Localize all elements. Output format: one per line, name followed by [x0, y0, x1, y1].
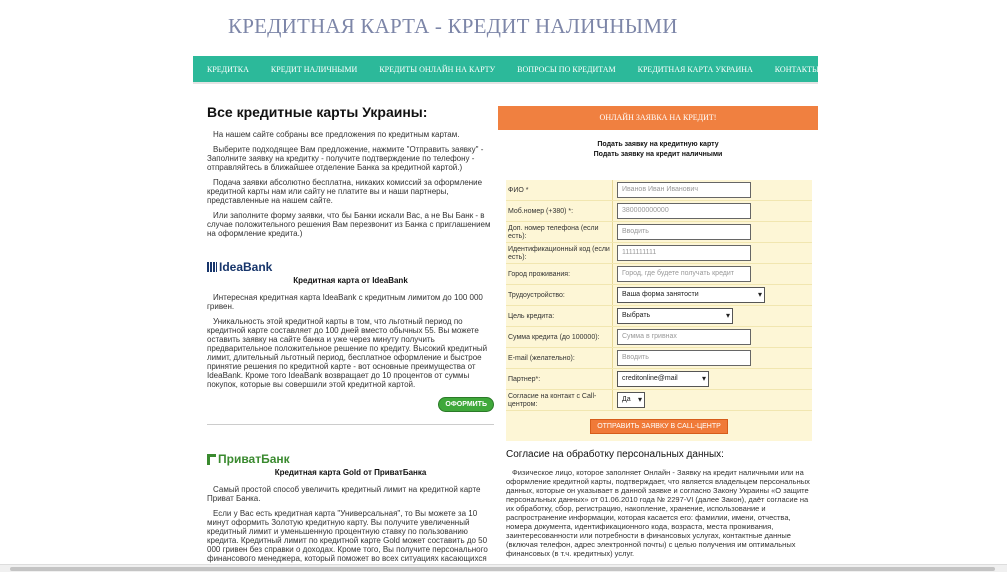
callcenter-label: Согласие на контакт с Call-центром: — [506, 390, 613, 410]
privatbank-paragraph: Самый простой способ увеличить кредитный лимит на кредитной карте Приват Банка. — [207, 485, 481, 503]
form-row-purpose — [506, 306, 812, 327]
form-row-fio — [506, 180, 812, 201]
ideabank-paragraph: Уникальность этой кредитной карты в том, что льготный период по кредитной карте составляет до 100 дней вместо обычных 55. Вы можете оставить заявку на сайте банка и уже через минуту получить предварительное положительное решение по кредиту. Высокий кредитный лимит, длительный льготный период, бесплатное оформление и быстрое принятие решения по кредитной карте - вот основные преимущества от IdeaBank. Кроме того IdeaBank возвращает до 10 процентов от суммы покупок, которые вы совершили этой кредитной картой. — [207, 317, 488, 389]
consent-text: Физическое лицо, которое заполняет Онлайн - Заявку на кредит наличными или на оформление кредитной карты, подтверждает, что является владельцем персональных данных, которые он указывает в данной заявке и согласно Закону Украины «О защите персональных данных» от 01.06.2010 года № 2297-VI (далее Закон), даёт согласие на их обработку, сбор, регистрацию, накопление, хранение, использование и распространение информации, которая касается его: фамилии, имени, отчества, номера документа, идентификационного кода, возраста, места проживания, заинтересованности или потребности в финансовых услугах, контактные данные (включая телефон, адрес электронной почты) с целью получения им оптимальных финансовых (в т.ч. кредитных) услуг. — [506, 468, 810, 558]
city-input[interactable]: Город, где будете получать кредит — [617, 266, 751, 282]
privatbank-logo-icon — [207, 454, 216, 465]
form-row-amount — [506, 327, 812, 348]
privatbank-card-title: Кредитная карта Gold от ПриватБанка — [274, 468, 427, 477]
intro-paragraph: На нашем сайте собраны все предложения по кредитным картам. — [213, 130, 460, 139]
ideabank-block — [207, 260, 494, 408]
ideabank-paragraph: Интересная кредитная карта IdeaBank с кредитным лимитом до 100 000 гривен. — [207, 293, 483, 311]
consent-section — [506, 449, 812, 558]
privatbank-block — [207, 452, 494, 569]
privatbank-logo-text: ПриватБанк — [218, 452, 290, 466]
form-row-extra-phone — [506, 222, 812, 243]
nav-item-contacts[interactable]: КОНТАКТЫ — [774, 64, 819, 74]
inn-label: Идентификационный код (если есть): — [506, 243, 613, 263]
apply-cash-link[interactable]: Подать заявку на кредит наличными — [593, 151, 723, 158]
nav-item-cash-credit[interactable]: КРЕДИТ НАЛИЧНЫМИ — [270, 64, 358, 74]
consent-heading: Согласие на обработку персональных данных: — [506, 449, 724, 460]
privatbank-paragraph: Если у Вас есть кредитная карта "Универсальная", то Вы можете за 10 минут оформить Золотую кредитную карту. Вы получите увеличенный кредитный лимит и уменьшенную процентную ставку по пользованию кредита. Кредитный лимит по кредитной карте Gold может составить до 50 000 гривен без справки о доходах. Кроме того, Вы получите персонального финансового менеджера, который поможет во всех ситуациях касающихся — [207, 509, 488, 563]
privatbank-logo[interactable] — [207, 452, 494, 466]
application-header: ОНЛАЙН ЗАЯВКА НА КРЕДИТ! — [498, 106, 818, 130]
nav-item-kreditka[interactable]: КРЕДИТКА — [207, 64, 249, 74]
ideabank-logo-text: IdeaBank — [219, 260, 273, 274]
purpose-label: Цель кредита: — [506, 306, 613, 326]
intro-paragraph: Подача заявки абсолютно бесплатна, никаких комиссий за оформление кредитной карты нам или сайту не платите вы и наши партнеры, представленные на нашем сайте. — [207, 178, 483, 205]
apply-card-link[interactable]: Подать заявку на кредитную карту — [597, 141, 719, 148]
page-title: Все кредитные карты Украины: — [207, 104, 428, 120]
nav-item-faq[interactable]: ВОПРОСЫ ПО КРЕДИТАМ — [517, 64, 616, 74]
partner-label: Партнер*: — [506, 369, 613, 389]
amount-label: Сумма кредита (до 100000): — [506, 327, 613, 347]
ideabank-card-title: Кредитная карта от IdeaBank — [293, 276, 408, 285]
form-row-callcenter — [506, 390, 812, 411]
form-row-email — [506, 348, 812, 369]
callcenter-select[interactable]: Да ▾ — [617, 392, 645, 408]
amount-input[interactable]: Сумма в гривнах — [617, 329, 751, 345]
ideabank-logo[interactable] — [207, 260, 494, 274]
extra-phone-label: Доп. номер телефона (если есть): — [506, 222, 613, 242]
form-row-partner — [506, 369, 812, 390]
main-nav — [193, 56, 818, 84]
city-label: Город проживания: — [506, 264, 613, 284]
fio-label: ФИО * — [506, 180, 613, 200]
submit-button[interactable]: ОТПРАВИТЬ ЗАЯВКУ В CALL-ЦЕНТР — [590, 419, 728, 434]
nav-item-online-credit[interactable]: КРЕДИТЫ ОНЛАЙН НА КАРТУ — [379, 64, 496, 74]
scrollbar-thumb[interactable] — [10, 567, 995, 571]
email-label: E-mail (желательно): — [506, 348, 613, 368]
nav-item-card-ukraine[interactable]: КРЕДИТНАЯ КАРТА УКРАИНА — [637, 64, 753, 74]
purpose-select[interactable]: Выбрать ▾ — [617, 308, 733, 324]
left-column — [207, 104, 494, 412]
employment-label: Трудоустройство: — [506, 285, 613, 305]
inn-input[interactable]: 1111111111 — [617, 245, 751, 261]
fio-input[interactable]: Иванов Иван Иванович — [617, 182, 751, 198]
ideabank-apply-button[interactable]: ОФОРМИТЬ — [438, 397, 494, 412]
horizontal-scrollbar[interactable] — [0, 564, 1007, 572]
extra-phone-input[interactable]: Вводить — [617, 224, 751, 240]
application-form — [506, 180, 812, 441]
employment-select[interactable]: Ваша форма занятости ▾ — [617, 287, 765, 303]
ideabank-logo-icon — [207, 262, 217, 272]
form-row-employment — [506, 285, 812, 306]
site-title: КРЕДИТНАЯ КАРТА - КРЕДИТ НАЛИЧНЫМИ — [228, 14, 678, 38]
divider — [207, 424, 494, 425]
form-row-city — [506, 264, 812, 285]
phone-input[interactable]: 380000000000 — [617, 203, 751, 219]
form-row-phone — [506, 201, 812, 222]
partner-select[interactable]: creditonline@mail ▾ — [617, 371, 709, 387]
form-row-inn — [506, 243, 812, 264]
phone-label: Моб.номер (+380) *: — [506, 201, 613, 221]
email-input[interactable]: Вводить — [617, 350, 751, 366]
submit-wrap — [506, 411, 812, 441]
application-panel — [498, 106, 818, 158]
intro-paragraph: Выберите подходящее Вам предложение, нажмите "Отправить заявку" - Заполните заявку на кредитку - получите подтверждение по телефону - отправляйтесь в ближайшее отделение Банка за кредитной картой.) — [207, 145, 484, 172]
intro-paragraph: Или заполните форму заявки, что бы Банки искали Вас, а не Вы Банк - в случае положительного решения Вам перезвонит из Банка с приглашением на оформление кредита.) — [207, 211, 491, 238]
